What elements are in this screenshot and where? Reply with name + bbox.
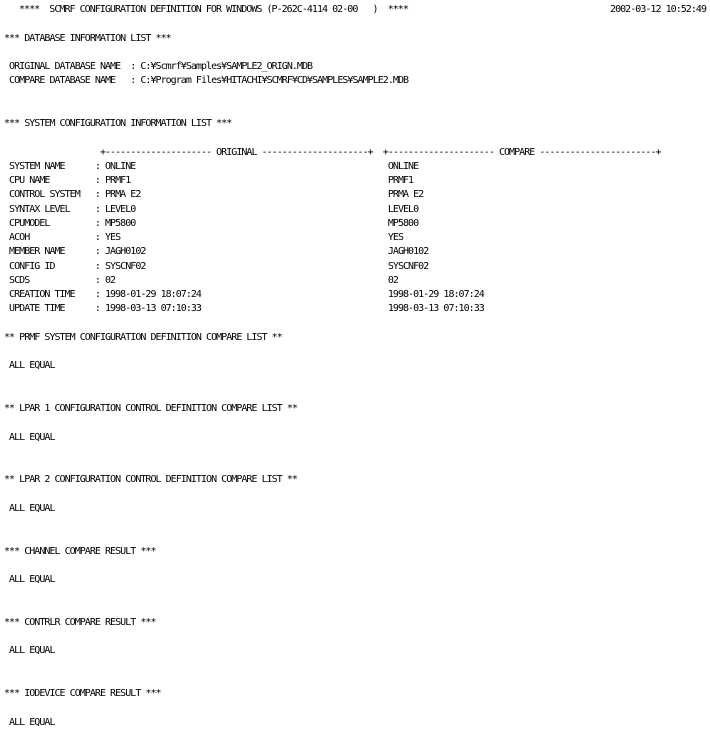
table-row: CPUMODEL : MP5800 MP5800 xyxy=(4,217,419,229)
table-row: ACOH : YES YES xyxy=(4,232,403,243)
result-section-status: ALL EQUAL xyxy=(4,360,55,372)
result-section-heading: *** CHANNEL COMPARE RESULT *** xyxy=(4,545,156,557)
table-row: CONTROL SYSTEM : PRMA E2 PRMA E2 xyxy=(4,189,424,201)
system-configuration-table xyxy=(4,160,706,317)
table-row: SYNTAX LEVEL : LEVEL0 LEVEL0 xyxy=(4,203,419,215)
compare-result-sections xyxy=(4,331,706,729)
database-entry-line: ORIGINAL DATABASE NAME : C:¥Scmrf¥Samples¥SAMPLE2_ORIGN.MDB xyxy=(4,61,313,72)
database-entries xyxy=(4,60,706,89)
report-timestamp: 2002-03-12 10:52:49 xyxy=(610,4,706,15)
table-row: CREATION TIME : 1998-01-29 18:07:24 1998-01-29 18:07:24 xyxy=(4,289,484,300)
database-section-heading: *** DATABASE INFORMATION LIST *** xyxy=(4,32,171,44)
table-row: CPU NAME : PRMF1 PRMF1 xyxy=(4,175,414,186)
report-title: **** SCMRF CONFIGURATION DEFINITION FOR WINDOWS (P-262C-4114 02-00 ) **** xyxy=(19,4,408,15)
result-section-heading: ** PRMF SYSTEM CONFIGURATION DEFINITION COMPARE LIST ** xyxy=(4,331,282,343)
table-row: CONFIG ID : SYSCNF02 SYSCNF02 xyxy=(4,260,429,272)
result-section-heading: *** IODEVICE COMPARE RESULT *** xyxy=(4,688,161,699)
result-section-status: ALL EQUAL xyxy=(4,716,55,728)
table-row: MEMBER NAME : JAGH0102 JAGH0102 xyxy=(4,246,429,258)
result-section-status: ALL EQUAL xyxy=(4,431,55,443)
result-section-status: ALL EQUAL xyxy=(4,574,55,585)
report-header-line xyxy=(4,3,706,17)
result-section-status: ALL EQUAL xyxy=(4,502,55,514)
original-compare-columns-header: +--------------------- ORIGINAL ---------------------+ +--------------------- COMPARE -----------------------+ xyxy=(4,146,661,158)
table-row: SCDS : 02 02 xyxy=(4,274,398,286)
result-section-heading: *** CONTRLR COMPARE RESULT *** xyxy=(4,616,156,628)
database-entry-line: COMPARE DATABASE NAME : C:¥Program Files¥HITACHI¥SCMRF¥CD¥SAMPLES¥SAMPLE2.MDB xyxy=(4,75,409,87)
result-section-status: ALL EQUAL xyxy=(4,645,55,657)
result-section-heading: ** LPAR 1 CONFIGURATION CONTROL DEFINITION COMPARE LIST ** xyxy=(4,403,297,414)
result-section-heading: ** LPAR 2 CONFIGURATION CONTROL DEFINITION COMPARE LIST ** xyxy=(4,474,297,486)
system-section-heading: *** SYSTEM CONFIGURATION INFORMATION LIST *** xyxy=(4,118,232,129)
table-row: UPDATE TIME : 1998-03-13 07:10:33 1998-03-13 07:10:33 xyxy=(4,303,484,315)
table-row: SYSTEM NAME : ONLINE ONLINE xyxy=(4,160,419,172)
